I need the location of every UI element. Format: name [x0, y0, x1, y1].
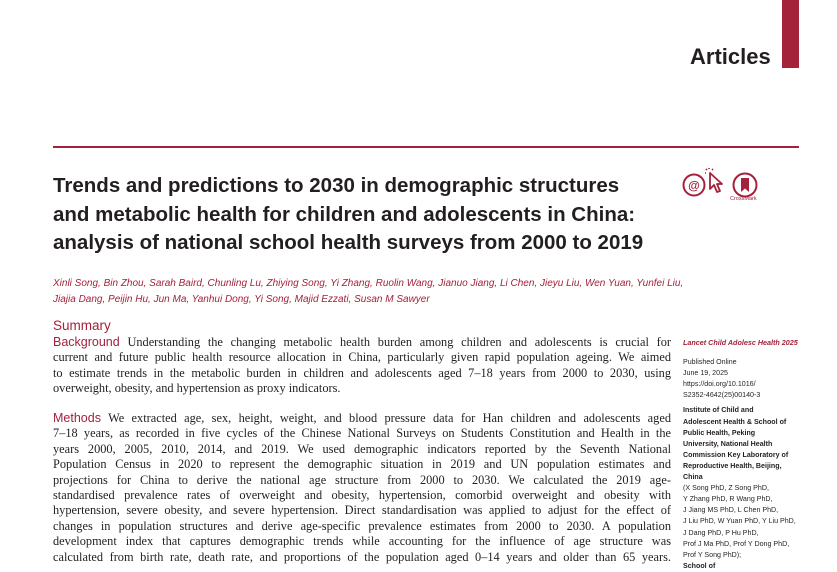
header-rule — [53, 146, 799, 148]
abstract-line: Population Census in 2020 to represent the demographic situation in 2019 and UN population estimates and — [53, 457, 671, 472]
abstract-line: current and future public health resource allocation in China, particularly given rapid population ageing. We aimed — [53, 350, 671, 365]
author-line: Jiajia Dang, Peijin Hu, Jun Ma, Yanhui Dong, Yi Song, Majid Ezzati, Susan M Sawyer — [53, 294, 430, 305]
author-credit-line: Y Zhang PhD, R Wang PhD, — [683, 495, 773, 504]
affiliation-line: Public Health, Peking — [683, 428, 756, 437]
article-badges — [682, 166, 762, 208]
doi-link-cont[interactable]: S2352-4642(25)00140-3 — [683, 391, 761, 400]
article-title — [53, 172, 678, 258]
affiliation-line: University, National Health — [683, 439, 773, 448]
abstract-line: 7–18 years, as recorded in five cycles of the Chinese National Surveys on Students Constitution and Health in the — [53, 426, 671, 441]
doi-link[interactable]: https://doi.org/10.1016/ — [683, 380, 756, 389]
affiliation-country: China — [683, 473, 703, 482]
cursor-click-icon[interactable] — [704, 166, 726, 194]
crossmark-label: CrossMark — [730, 196, 757, 202]
background-heading: Background — [53, 335, 120, 349]
author-credit-line: J Dang PhD, P Hu PhD, — [683, 528, 759, 537]
methods-heading: Methods — [53, 411, 101, 425]
abstract-line: changes in population structures and derive age-specific prevalence estimates from 2000 to 2030. A population — [53, 518, 671, 533]
abstract-line: to estimate trends in the metabolic burden in children and adolescents aged 7–18 years from 2000 to 2030, using — [53, 365, 671, 380]
section-label: Articles — [690, 44, 771, 69]
title-line: and metabolic health for children and adolescents in China: — [53, 202, 636, 226]
author-credit-text: Prof Y Song PhD); — [683, 550, 742, 559]
abstract-line — [53, 335, 671, 350]
author-credit-line: J Liu PhD, W Yuan PhD, Y Liu PhD, — [683, 517, 796, 526]
article-sidebar — [683, 337, 803, 572]
affiliation-start: School of — [683, 561, 716, 570]
author-credit-line — [683, 550, 803, 572]
summary-heading: Summary — [53, 318, 111, 333]
title-line: analysis of national school health surveys from 2000 to 2019 — [53, 231, 644, 254]
abstract-line-text: We extracted age, sex, height, weight, and blood pressure data for Han children and adolescents aged — [108, 411, 671, 425]
svg-text:@: @ — [688, 178, 700, 193]
oa-at-icon[interactable] — [682, 173, 706, 197]
affiliation-line: Commission Key Laboratory of — [683, 450, 789, 459]
methods-paragraph — [53, 411, 671, 565]
header-accent-bar — [782, 0, 799, 68]
abstract-line: overweight, obesity, and hypertension as proxy indicators. — [53, 381, 341, 396]
abstract-line: years 2000, 2005, 2010, 2014, and 2019. We used demographic indicators reported by the Seventh National — [53, 441, 671, 456]
author-credit-line: J Jiang MS PhD, L Chen PhD, — [683, 506, 779, 515]
published-date: June 19, 2025 — [683, 369, 728, 378]
affiliation-line — [683, 472, 803, 494]
author-credit-line: Prof J Ma PhD, Prof Y Dong PhD, — [683, 539, 790, 548]
crossmark-bookmark-icon[interactable] — [732, 172, 758, 198]
abstract-line: hypertension, severe obesity, and severe hypertension. Direct standardisation was applied to adjust for the effect of — [53, 503, 671, 518]
abstract-line — [53, 411, 671, 426]
affiliation-authors: (X Song PhD, Z Song PhD, — [683, 484, 769, 493]
affiliation-line: Institute of Child and — [683, 406, 754, 415]
abstract-line: development index that captures demographic trends while accounting for the influence of age structure was — [53, 534, 671, 549]
background-paragraph — [53, 335, 671, 397]
abstract-line-text: Understanding the changing metabolic health burden among children and adolescents is crucial for — [127, 335, 671, 349]
abstract-line: standardised prevalence rates of overweight and obesity, hypertension, comorbid overweight and obesity with — [53, 488, 671, 503]
abstract-line: calculated from birth rate, death rate, and proportions of the population aged 0–14 years and older than 65 years. — [53, 549, 671, 564]
published-label: Published Online — [683, 358, 737, 367]
abstract-line: projections for China to derive the national age structure from 2000 to 2030. We calculated the 2019 age- — [53, 472, 671, 487]
author-list — [53, 276, 684, 308]
author-line: Xinli Song, Bin Zhou, Sarah Baird, Chunling Lu, Zhiying Song, Yi Zhang, Ruolin Wang, Jianuo Jiang, Li Chen, Jieyu Liu, Wen Yuan, Yunfei Liu, — [53, 278, 684, 289]
affiliation-line: Reproductive Health, Beijing, — [683, 461, 782, 470]
title-line: Trends and predictions to 2030 in demographic structures — [53, 174, 620, 197]
affiliation-line: Adolescent Health & School of — [683, 417, 787, 426]
journal-citation: Lancet Child Adolesc Health 2025 — [683, 338, 798, 347]
